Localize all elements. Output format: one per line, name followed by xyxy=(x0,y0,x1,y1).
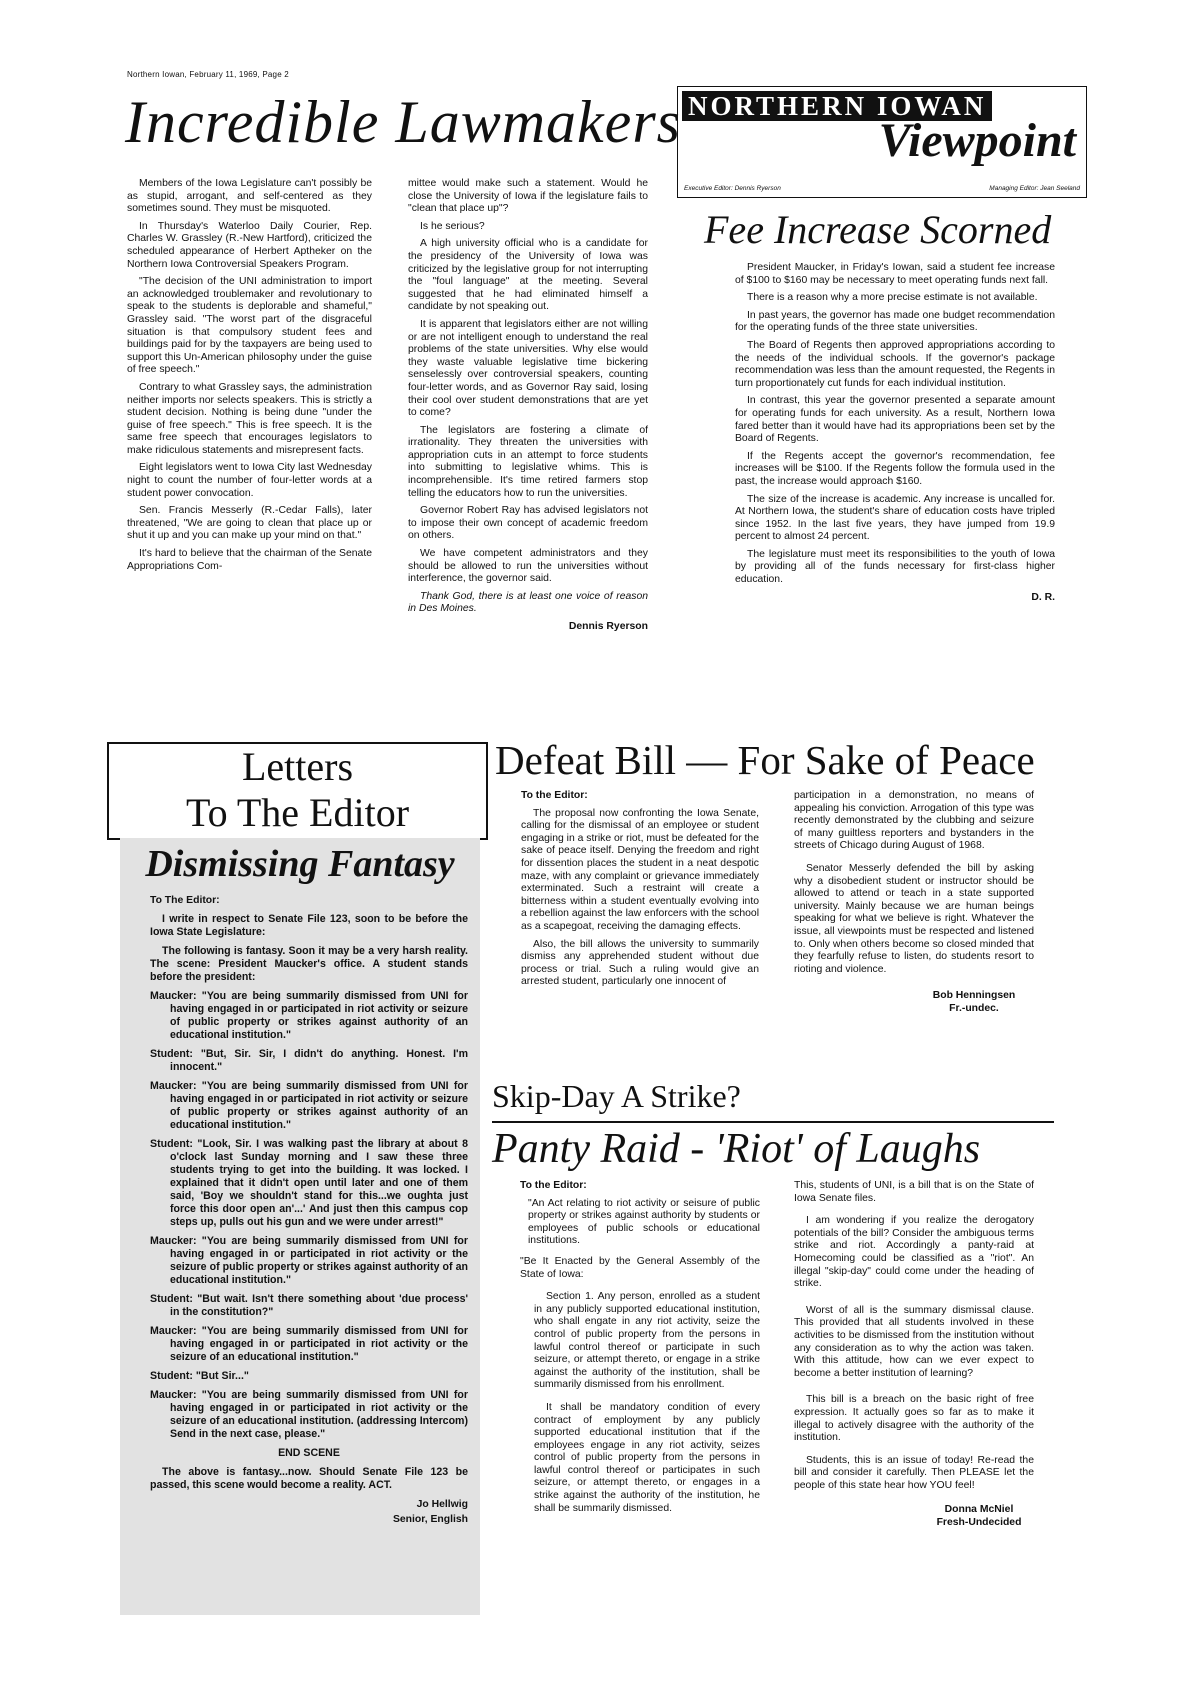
headline-skip-day: Skip-Day A Strike? xyxy=(492,1078,741,1114)
paragraph: The size of the increase is academic. Any increase is uncalled for. At Northern Iowa, the student's share of education costs have tripled since 1952. In the last five years, they have jumped from 19.9 percent to almost 24 percent. xyxy=(735,493,1055,543)
paragraph: The Board of Regents then approved appropriations according to the needs of the individual schools. If the governor's package recommendation was less than the amount requested, the Regents in turn proportionately cut funds for each individual institution. xyxy=(735,339,1055,389)
dialogue-line: Maucker: "You are being summarily dismissed from UNI for having engaged in or participated in riot activity or the seizure of an educational institution. (addressing Intercom) Send in the next case, please." xyxy=(150,1389,468,1440)
paragraph: President Maucker, in Friday's Iowan, said a student fee increase of $100 to $160 may be necessary to meet operating funds next fall. xyxy=(735,262,1055,286)
paragraph: Governor Robert Ray has advised legislators not to impose their own concept of academic freedom on others. xyxy=(408,505,648,542)
headline-fee-increase: Fee Increase Scorned xyxy=(704,207,1052,252)
paragraph: The legislators are fostering a climate of irrationality. They threaten the universities with appropriation cuts in an attempt to force students into submitting to legislative whims. This is incomprehensible. It's time retired farmers stop telling the educators how to run the universities. xyxy=(408,424,648,499)
bill-quote: "An Act relating to riot activity or seisure of public property or strikes against authority by students or employees of public schools or educational institutions. xyxy=(528,1197,760,1247)
bill-quote: "Be It Enacted by the General Assembly of the State of Iowa: xyxy=(520,1255,760,1280)
panty-raid-column-2 xyxy=(794,1180,1034,1530)
paragraph: I write in respect to Senate File 123, soon to be before the Iowa State Legislature: xyxy=(150,913,468,938)
paragraph: "The decision of the UNI administration to import an acknowledged troublemaker and revolutionary to speak to the students is deplorable and shameful," Grassley said. "The worst part of the disgraceful situation is that compulsory student fees and buildings paid for by the taxpayers are being used to support this Un-American philosophy under the guise of free speech." xyxy=(127,276,372,376)
dialogue-line: Student: "But wait. Isn't there something about 'due process' in the constitution?" xyxy=(150,1293,468,1318)
paragraph: Eight legislators went to Iowa City last Wednesday night to count the number of four-letter words at a student power convocation. xyxy=(127,462,372,499)
headline-dismissing-fantasy: Dismissing Fantasy xyxy=(145,843,455,885)
viewpoint-masthead xyxy=(677,86,1087,198)
executive-editor-credit: Executive Editor: Dennis Ryerson xyxy=(684,185,781,192)
fee-column xyxy=(735,262,1055,604)
dismissing-fantasy-panel xyxy=(120,838,480,1615)
dialogue-line: Student: "But Sir..." xyxy=(150,1370,249,1382)
paragraph: There is a reason why a more precise estimate is not available. xyxy=(747,292,1038,304)
lawmakers-column-2 xyxy=(408,178,648,634)
paragraph: It's hard to believe that the chairman of the Senate Appropriations Com- xyxy=(127,548,372,572)
signature-title: Fresh-Undecided xyxy=(936,1517,1022,1529)
paragraph: We have competent administrators and they should be allowed to run the universities without interference, the governor said. xyxy=(408,548,648,585)
signature-name: Bob Henningsen xyxy=(932,990,1016,1002)
paragraph: If the Regents accept the governor's recommendation, fee increases will be $100. If the Regents follow the formula used in the past, the increase would approach $160. xyxy=(735,450,1055,487)
folio-line: Northern Iowan, February 11, 1969, Page 2 xyxy=(127,70,289,79)
signature-title: Fr.-undec. xyxy=(949,1002,999,1014)
letters-header-line2: To The Editor xyxy=(185,790,410,835)
dialogue-line: Maucker: "You are being summarily dismissed from UNI for having engaged in or participated in riot activity or seizure of public property or strikes against authority of an educational institution." xyxy=(150,1080,468,1131)
paragraph: Contrary to what Grassley says, the administration neither imports nor selects speakers. This is strictly a student decision. Nothing is being dune "under the guise of free speech." This is free speech. It is the same free speech that encourages legislators to make ridiculous statements and misrepresent facts. xyxy=(127,381,372,456)
bill-section: Section 1. Any person, enrolled as a student in any publicly supported educational institution, who shall engate in any riot activity, seize the control of public property from the persons in lawful control thereof or participate in such seizure, or attempt thereto, or engage in a strike against the authority of the institution, shall be summarily dismissed from his enrollment. xyxy=(534,1291,760,1391)
paragraph: The following is fantasy. Soon it may be a very harsh reality. The scene: President Maucker's office. A student stands before the president: xyxy=(150,945,468,983)
paragraph: Students, this is an issue of today! Re-read the bill and consider it carefully. Then PLEASE let the people of this state hear how YOU feel! xyxy=(794,1454,1034,1491)
paragraph: Also, the bill allows the university to summarily dismiss any apprehended student without due process or trial. Such a ruling would give an arrested student, particularly one innocent of xyxy=(521,938,759,988)
paragraph: A high university official who is a candidate for the presidency of the University of Iowa was criticized by the legislative group for not interrupting the "foul language" at the meeting. Several suggested that he had eliminated himself a candidate by not speaking out. xyxy=(408,238,648,313)
signature-name: Jo Hellwig xyxy=(416,1499,468,1510)
paragraph: The legislature must meet its responsibilities to the youth of Iowa by providing all of the funds necessary for first-class higher education. xyxy=(735,548,1055,586)
closing-paragraph: The above is fantasy...now. Should Senate File 123 be passed, this scene would become a reality. ACT. xyxy=(150,1466,468,1491)
paragraph: Senator Messerly defended the bill by asking why a disobedient student or instructor should be allowed to attend or teach in a state supported university. Mainly because we are human beings speaking for what we believe is right. Whatever the issue, all viewpoints must be respected and listened to. Only when others become so closed minded that they fearfully refuse to listen, do students resort to rioting and violence. xyxy=(794,862,1034,975)
paragraph: mittee would make such a statement. Would he close the University of Iowa if the legislature fails to "clean that place up"? xyxy=(408,178,648,215)
nameplate-logo: NORTHERN IOWAN xyxy=(682,91,992,121)
paragraph: participation in a demonstration, no means of appealing his conviction. Arrogation of this type was recently demonstrated by the clubbing and seizure of many guiltless reporters and bystanders in the streets of Chicago during August of 1968. xyxy=(794,790,1034,852)
paragraph: Is he serious? xyxy=(420,220,485,232)
salutation: To The Editor: xyxy=(150,895,220,906)
lawmakers-column-1 xyxy=(127,178,372,578)
paragraph: Members of the Iowa Legislature can't possibly be as stupid, arrogant, and self-centered as they sometimes sound. They must be misquoted. xyxy=(127,178,372,215)
letters-to-editor-header xyxy=(107,742,488,840)
managing-editor-credit: Managing Editor: Jean Seeland xyxy=(989,185,1080,192)
signature-dennis-ryerson: Dennis Ryerson xyxy=(568,621,648,632)
headline-incredible-lawmakers: Incredible Lawmakers xyxy=(125,89,682,155)
signature-dr: D. R. xyxy=(1031,591,1055,603)
dialogue-line: Student: "But, Sir. Sir, I didn't do anything. Honest. I'm innocent." xyxy=(150,1048,468,1073)
dialogue-line: Maucker: "You are being summarily dismissed from UNI for having engaged in or participated in riot activity or the seizure of public property or strikes against authority of an educational institution." xyxy=(150,1235,468,1286)
panty-raid-column-1 xyxy=(520,1180,760,1520)
salutation: To the Editor: xyxy=(520,1180,587,1191)
signature-title: Senior, English xyxy=(392,1514,468,1525)
dialogue-line: Maucker: "You are being summarily dismissed from UNI for having engaged in or participated in riot activity or the seizure of an educational institution." xyxy=(150,1325,468,1363)
paragraph: I am wondering if you realize the derogatory potentials of the bill? Consider the ambiguous terms strike and riot. Accordingly a panty-raid at Homecoming could be classified as a "riot". An illegal "skip-day" could come under the heading of strike. xyxy=(794,1215,1034,1290)
divider-rule xyxy=(492,1121,1054,1123)
paragraph: Worst of all is the summary dismissal clause. This provided that all students involved in these activities to be dismissed from the institution without any consideration as to why the action was taken. With this attitude, how can we ever expect to become a better institution of learning? xyxy=(794,1304,1034,1379)
viewpoint-script-logo: Viewpoint xyxy=(878,114,1076,167)
dialogue-line: Maucker: "You are being summarily dismissed from UNI for having engaged in or participated in riot activity or seizure of public property or strikes against authority of an educational institution." xyxy=(150,990,468,1041)
end-scene: END SCENE xyxy=(278,1447,340,1459)
paragraph: In contrast, this year the governor presented a separate amount for operating funds for each university. As a result, Northern Iowa fared better than it would have had its appropriations been set by the Board of Regents. xyxy=(735,395,1055,445)
defeat-bill-column-2 xyxy=(794,790,1034,1016)
defeat-bill-column-1 xyxy=(521,790,759,994)
paragraph: Sen. Francis Messerly (R.-Cedar Falls), later threatened, "We are going to clean that place up or shut it up and you can make up your mind on that." xyxy=(127,505,372,542)
paragraph: In past years, the governor has made one budget recommendation for the operating funds of the three state universities. xyxy=(735,309,1055,334)
paragraph: This bill is a breach on the basic right of free expression. It actually goes so far as to make it illegal to actively disagree with the authority of the institution. xyxy=(794,1394,1034,1444)
paragraph: This, students of UNI, is a bill that is on the State of Iowa Senate files. xyxy=(794,1180,1034,1204)
dialogue-line: Student: "Look, Sir. I was walking past the library at about 8 o'clock last Sunday morning and I saw these three students trying to get into the building. It was locked. I explained that it didn't open until later and one of them said, 'Boy we shouldn't stand for this...we oughta just force this door open an'...' And just then this campus cop steps up, pulls out his gun and we were under arrest!" xyxy=(150,1138,468,1228)
headline-defeat-bill: Defeat Bill — For Sake of Peace xyxy=(495,737,1035,783)
paragraph: Thank God, there is at least one voice of reason in Des Moines. xyxy=(408,590,648,615)
headline-panty-raid: Panty Raid - 'Riot' of Laughs xyxy=(492,1126,981,1172)
letters-header-line1: Letters xyxy=(241,744,354,789)
paragraph: In Thursday's Waterloo Daily Courier, Rep. Charles W. Grassley (R.-New Hartford), criticized the scheduled appearance of Herbert Aptheker on the Northern Iowa Controversial Speakers Program. xyxy=(127,220,372,270)
paragraph: The proposal now confronting the Iowa Senate, calling for the dismissal of an employee or student engaging in a strike or riot, must be defeated for the sake of peace itself. Denying the freedom and right for dissention places the student in a neat despotic maze, with any complaint or grievance immediately exterminated. Such a restraint will create a bitterness within a student eventually evolving into a rebellion against the law enforcers with the school as a scapegoat, receiving the damaging effects. xyxy=(521,807,759,932)
bill-section: It shall be mandatory condition of every contract of employment by any publicly supported educational institution that if the employees engage in any riot activity, seizes control of public property from the persons in lawful control thereof or participates in such seizure, or attempt thereto, or engages in a strike against the authority of the institution, he shall be summarily dismissed. xyxy=(534,1401,760,1514)
paragraph: It is apparent that legislators either are not willing or are not intelligent enough to understand the real problems of the state universities. Why else would they waste valuable legislative time bickering senselessly over controversial speakers, counting four-letter words, and as Governor Ray said, losing their cool over student demonstrations that are yet to come? xyxy=(408,318,648,419)
dismissing-fantasy-body xyxy=(150,894,468,1526)
signature-name: Donna McNiel xyxy=(944,1504,1014,1516)
salutation: To the Editor: xyxy=(521,790,588,801)
